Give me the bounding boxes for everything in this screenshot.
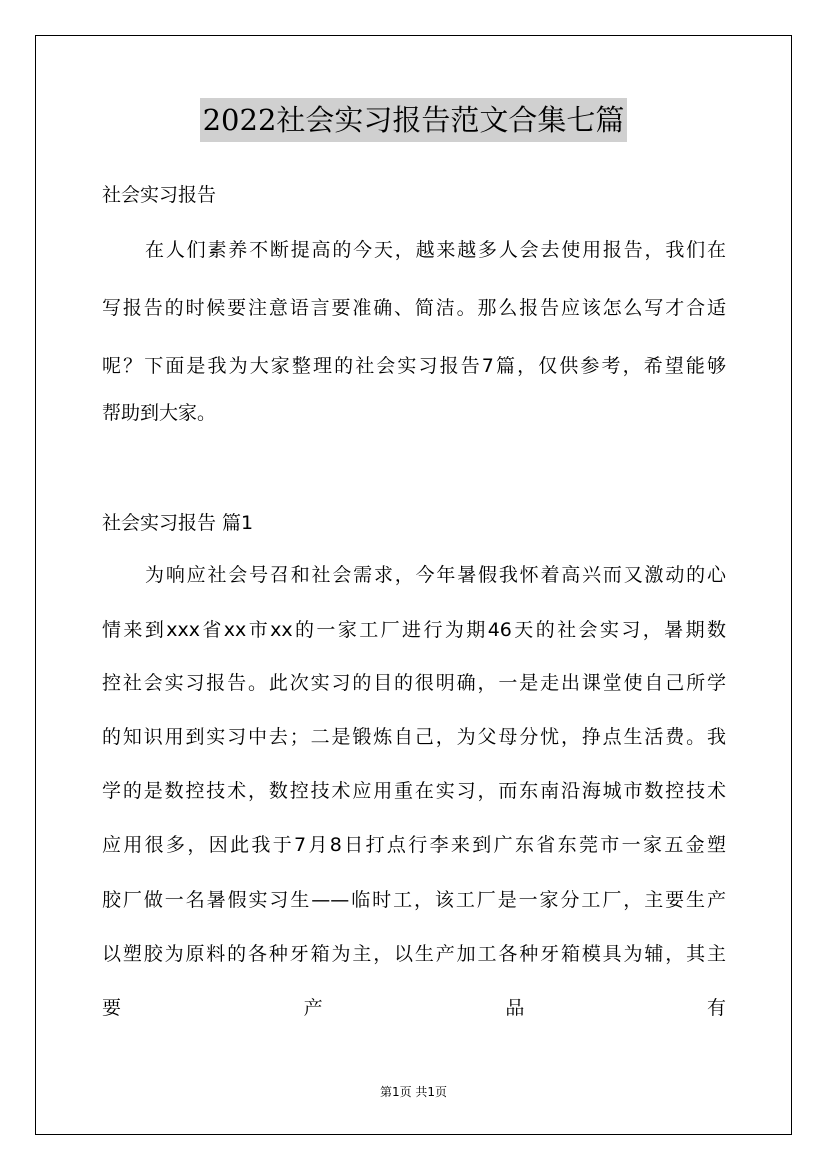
intro-line: 帮助到大家。 xyxy=(102,402,217,424)
body-line: 以塑胶为原料的各种牙箱为主，以生产加工各种牙箱模具为辅，其主 xyxy=(102,943,726,965)
body-line: 应用很多，因此我于7月8日打点行李来到广东省东莞市一家五金塑 xyxy=(102,834,726,856)
intro-line: 在人们素养不断提高的今天，越来越多人会去使用报告，我们在 xyxy=(145,239,726,261)
body-line: 控社会实习报告。此次实习的目的很明确，一是走出课堂使自己所学 xyxy=(102,672,726,694)
body-line: 情来到xxx省xx市xx的一家工厂进行为期46天的社会实习，暑期数 xyxy=(102,619,726,641)
body-line: 胶厂做一名暑假实习生——临时工，该工厂是一家分工厂，主要生产 xyxy=(102,889,726,911)
spread-word: 品 xyxy=(505,997,525,1019)
body-line-spread xyxy=(102,993,726,1021)
chapter-heading: 社会实习报告 篇1 xyxy=(102,512,254,534)
intro-line: 呢？下面是我为大家整理的社会实习报告7篇，仅供参考，希望能够 xyxy=(102,355,726,377)
body-line: 的知识用到实习中去；二是锻炼自己，为父母分忧，挣点生活费。我 xyxy=(102,726,726,748)
spread-word: 要 xyxy=(102,997,122,1019)
document-title: 2022社会实习报告范文合集七篇 xyxy=(200,98,628,142)
spread-word: 产 xyxy=(303,997,323,1019)
intro-line: 写报告的时候要注意语言要准确、简洁。那么报告应该怎么写才合适 xyxy=(102,297,726,319)
body-line: 学的是数控技术，数控技术应用重在实习，而东南沿海城市数控技术 xyxy=(102,780,726,802)
title-container xyxy=(0,98,827,142)
spread-word: 有 xyxy=(706,997,726,1019)
page-footer: 第1页 共1页 xyxy=(379,1085,448,1099)
body-line: 为响应社会号召和社会需求，今年暑假我怀着高兴而又激动的心 xyxy=(145,564,726,586)
section-heading: 社会实习报告 xyxy=(102,184,217,206)
